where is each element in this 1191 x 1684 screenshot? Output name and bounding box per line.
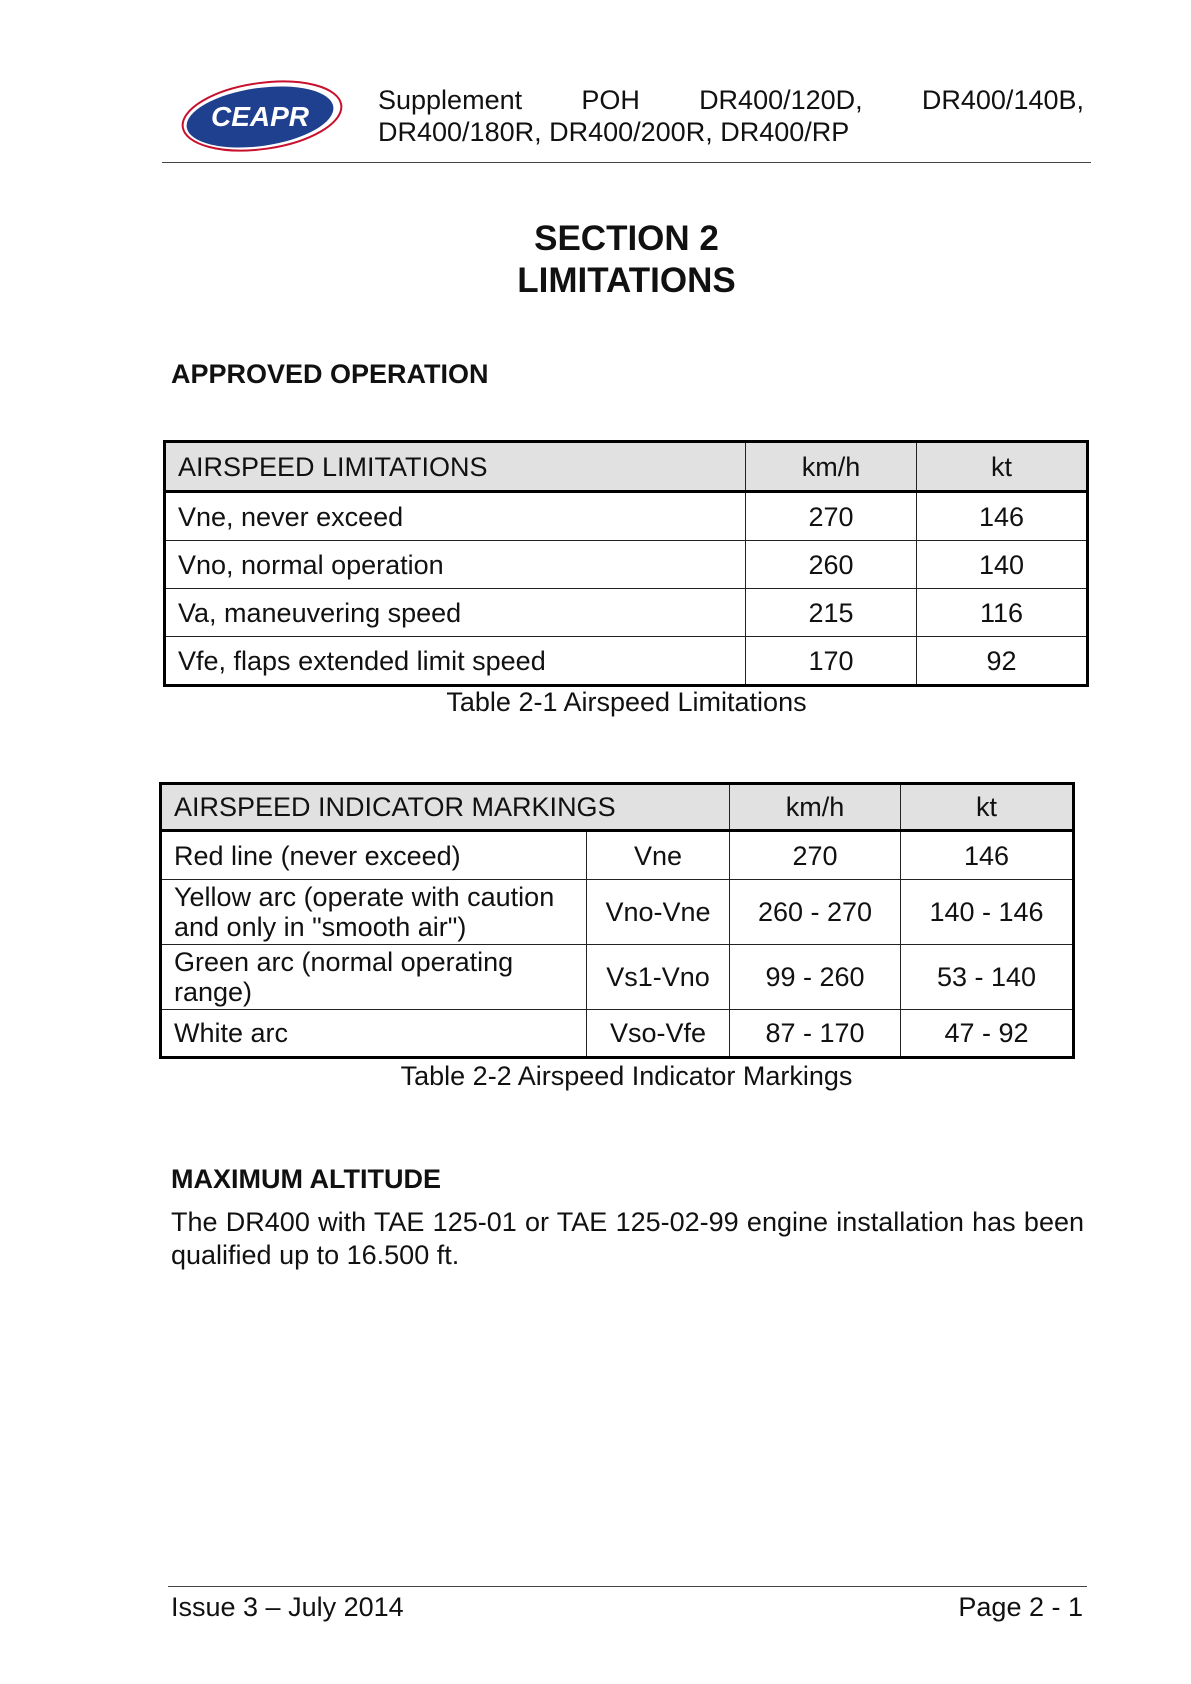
table-cell: Red line (never exceed) [161,831,587,880]
table-cell: 140 - 146 [901,880,1074,945]
maximum-altitude-text: The DR400 with TAE 125-01 or TAE 125-02-99 engine installation has been qualified up to 16.500 ft. [171,1207,1084,1270]
table-cell: Va, maneuvering speed [165,589,746,637]
maximum-altitude-heading: MAXIMUM ALTITUDE [171,1164,441,1194]
table-row [165,492,1088,541]
table-cell: Green arc (normal operating range) [161,945,587,1010]
header-title-line-2: DR400/180R, DR400/200R, DR400/RP [378,117,850,147]
table-cell: Vne [587,831,730,880]
table-cell: 146 [917,492,1088,541]
table-cell: 270 [730,831,901,880]
table-cell: 99 - 260 [730,945,901,1010]
approved-operation-heading: APPROVED OPERATION [171,359,489,389]
table-row [165,637,1088,686]
section-title: LIMITATIONS [517,261,736,300]
table-cell: Vno-Vne [587,880,730,945]
table-cell: 140 [917,541,1088,589]
airspeed-limitations-table [163,440,1089,687]
table-1-caption: Table 2-1 Airspeed Limitations [446,687,807,717]
header-word: Supplement [378,85,523,115]
table-cell: Vso-Vfe [587,1010,730,1058]
airspeed-indicator-markings-table [159,782,1075,1059]
table-cell: White arc [161,1010,587,1058]
header-cell: AIRSPEED LIMITATIONS [165,442,746,492]
header-divider [162,162,1091,163]
table-cell: 116 [917,589,1088,637]
header-word: DR400/140B, [921,85,1084,115]
section-number: SECTION 2 [534,219,719,258]
footer-page-number: Page 2 - 1 [958,1592,1083,1622]
table-cell: Yellow arc (operate with caution and only in "smooth air") [161,880,587,945]
table-cell: Vno, normal operation [165,541,746,589]
table-row [161,1010,1074,1058]
table-row [165,589,1088,637]
table-cell: 146 [901,831,1074,880]
header-cell: km/h [730,784,901,831]
table-cell: 47 - 92 [901,1010,1074,1058]
header-cell: km/h [746,442,917,492]
table-cell: 87 - 170 [730,1010,901,1058]
table-cell: Vs1-Vno [587,945,730,1010]
logo-text: CEAPR [210,101,310,132]
header-word: POH [581,85,640,115]
header-title-line-1 [378,84,1084,116]
ceapr-logo [178,78,346,154]
table-header-row [165,442,1088,492]
table-row [165,541,1088,589]
table-cell: Vne, never exceed [165,492,746,541]
table-cell: 170 [746,637,917,686]
header-cell: AIRSPEED INDICATOR MARKINGS [161,784,730,831]
header-word: DR400/120D, [699,85,863,115]
table-cell: 215 [746,589,917,637]
table-2-caption: Table 2-2 Airspeed Indicator Markings [400,1061,853,1091]
table-cell: 92 [917,637,1088,686]
table-cell: 270 [746,492,917,541]
header-cell: kt [917,442,1088,492]
footer-divider [168,1586,1087,1587]
table-cell: 260 - 270 [730,880,901,945]
table-cell: 260 [746,541,917,589]
table-cell: Vfe, flaps extended limit speed [165,637,746,686]
table-header-row [161,784,1074,831]
table-cell: 53 - 140 [901,945,1074,1010]
footer-issue: Issue 3 – July 2014 [171,1592,404,1622]
header-cell: kt [901,784,1074,831]
table-row [161,880,1074,945]
table-row [161,945,1074,1010]
table-row [161,831,1074,880]
